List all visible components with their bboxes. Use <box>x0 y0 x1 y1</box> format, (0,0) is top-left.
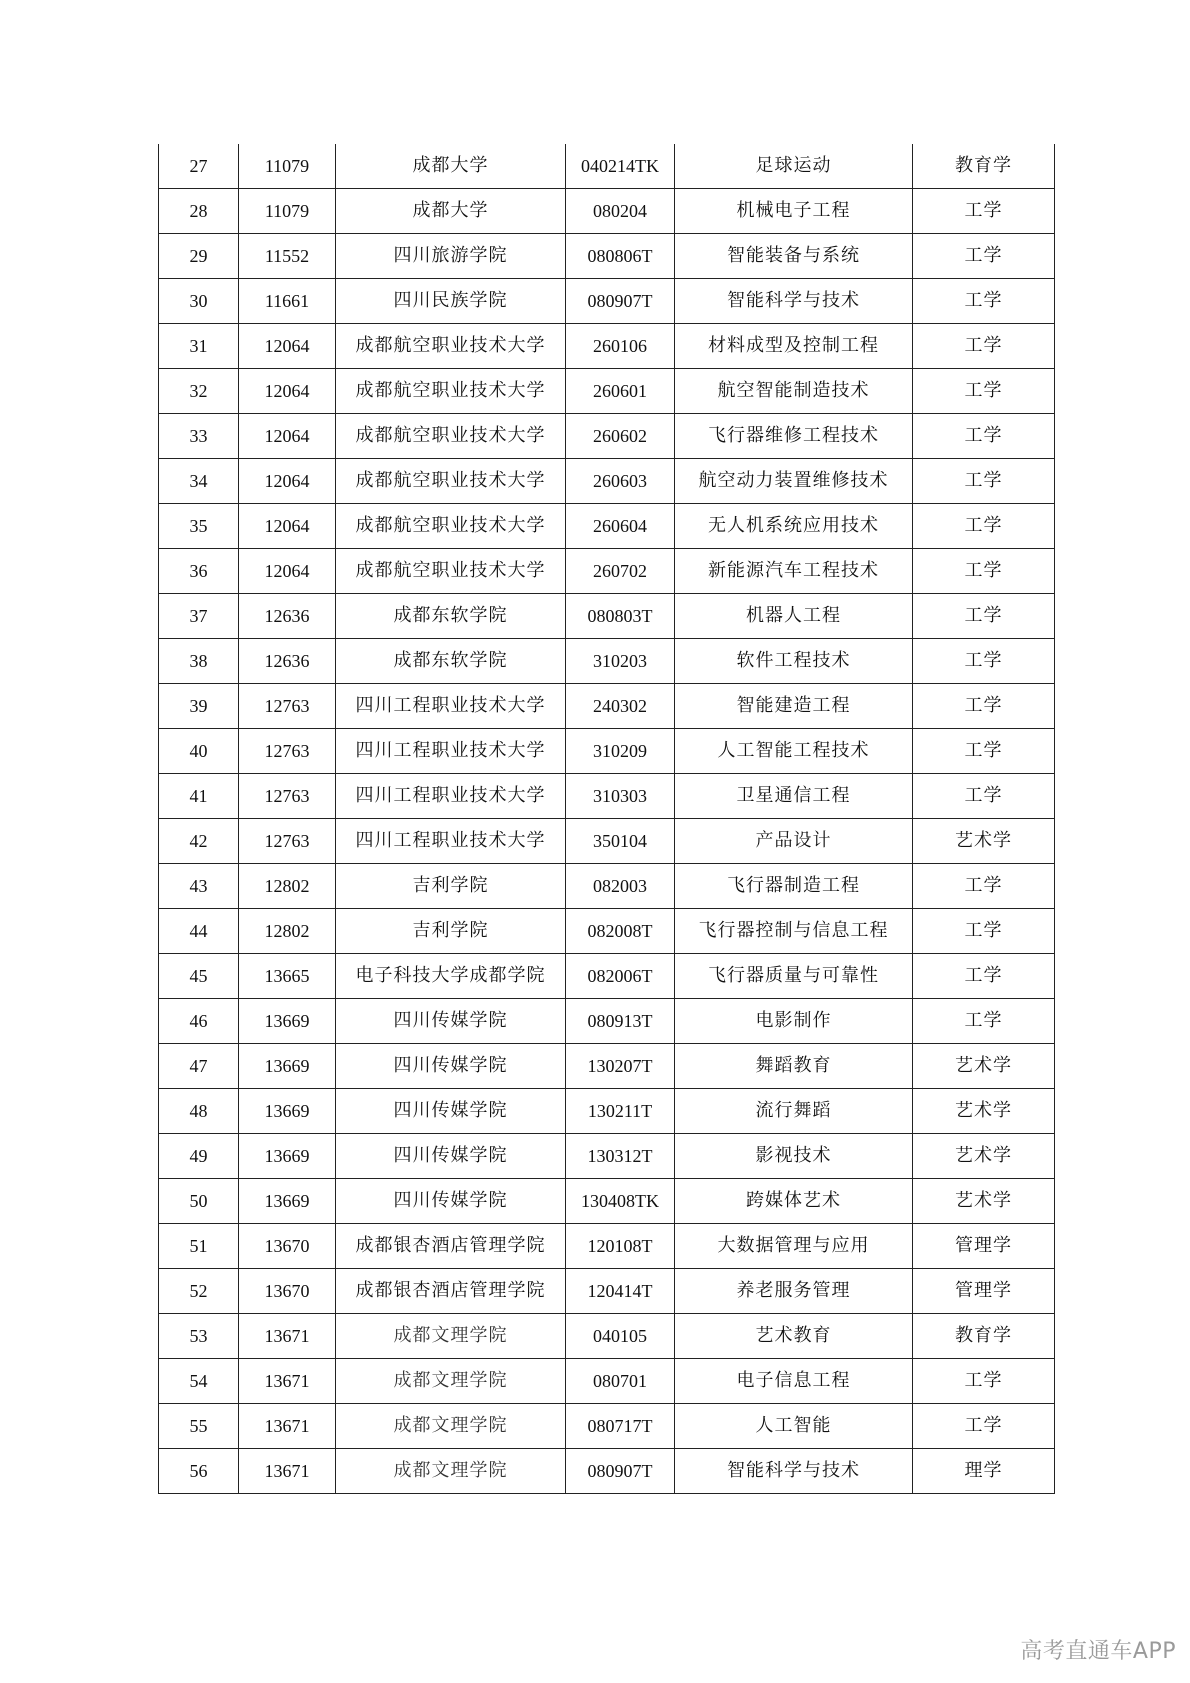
school-code-cell: 13671 <box>239 1314 336 1359</box>
school-name-cell: 四川传媒学院 <box>336 1134 566 1179</box>
major-code-cell: 080701 <box>566 1359 675 1404</box>
category-cell: 艺术学 <box>913 1044 1055 1089</box>
school-name-cell: 四川传媒学院 <box>336 1044 566 1089</box>
majors-table <box>158 144 1055 1494</box>
major-name-cell: 飞行器控制与信息工程 <box>675 909 913 954</box>
school-code-cell: 12763 <box>239 684 336 729</box>
major-code-cell: 080204 <box>566 189 675 234</box>
seq-cell: 48 <box>159 1089 239 1134</box>
major-name-cell: 智能科学与技术 <box>675 1449 913 1494</box>
major-code-cell: 260604 <box>566 504 675 549</box>
major-code-cell: 130408TK <box>566 1179 675 1224</box>
category-cell: 工学 <box>913 774 1055 819</box>
seq-cell: 49 <box>159 1134 239 1179</box>
seq-cell: 31 <box>159 324 239 369</box>
major-code-cell: 080803T <box>566 594 675 639</box>
table-row <box>159 1314 1055 1359</box>
category-cell: 工学 <box>913 189 1055 234</box>
school-name-cell: 成都文理学院 <box>336 1449 566 1494</box>
major-code-cell: 260106 <box>566 324 675 369</box>
category-cell: 工学 <box>913 414 1055 459</box>
seq-cell: 27 <box>159 144 239 189</box>
category-cell: 工学 <box>913 234 1055 279</box>
category-cell: 艺术学 <box>913 1179 1055 1224</box>
table-row <box>159 324 1055 369</box>
school-code-cell: 13669 <box>239 999 336 1044</box>
school-name-cell: 成都文理学院 <box>336 1314 566 1359</box>
school-code-cell: 12802 <box>239 909 336 954</box>
school-code-cell: 12064 <box>239 549 336 594</box>
table-row <box>159 504 1055 549</box>
major-name-cell: 人工智能 <box>675 1404 913 1449</box>
major-code-cell: 080913T <box>566 999 675 1044</box>
school-name-cell: 成都东软学院 <box>336 594 566 639</box>
category-cell: 工学 <box>913 324 1055 369</box>
table-row <box>159 234 1055 279</box>
seq-cell: 36 <box>159 549 239 594</box>
major-name-cell: 电影制作 <box>675 999 913 1044</box>
seq-cell: 42 <box>159 819 239 864</box>
seq-cell: 56 <box>159 1449 239 1494</box>
seq-cell: 30 <box>159 279 239 324</box>
school-name-cell: 成都航空职业技术大学 <box>336 414 566 459</box>
major-code-cell: 082006T <box>566 954 675 999</box>
major-name-cell: 无人机系统应用技术 <box>675 504 913 549</box>
table-row <box>159 639 1055 684</box>
school-name-cell: 四川工程职业技术大学 <box>336 819 566 864</box>
school-name-cell: 成都航空职业技术大学 <box>336 549 566 594</box>
school-code-cell: 13669 <box>239 1089 336 1134</box>
watermark-text: 高考直通车APP <box>1020 1639 1176 1664</box>
major-name-cell: 智能装备与系统 <box>675 234 913 279</box>
table-body <box>159 144 1055 1494</box>
school-name-cell: 四川传媒学院 <box>336 1179 566 1224</box>
school-code-cell: 11079 <box>239 189 336 234</box>
table-row <box>159 1134 1055 1179</box>
seq-cell: 38 <box>159 639 239 684</box>
category-cell: 工学 <box>913 1359 1055 1404</box>
major-code-cell: 120108T <box>566 1224 675 1269</box>
major-name-cell: 航空动力装置维修技术 <box>675 459 913 504</box>
table-row <box>159 1044 1055 1089</box>
school-code-cell: 12064 <box>239 324 336 369</box>
seq-cell: 46 <box>159 999 239 1044</box>
major-name-cell: 大数据管理与应用 <box>675 1224 913 1269</box>
category-cell: 教育学 <box>913 144 1055 189</box>
seq-cell: 32 <box>159 369 239 414</box>
school-name-cell: 成都大学 <box>336 189 566 234</box>
seq-cell: 35 <box>159 504 239 549</box>
school-name-cell: 成都大学 <box>336 144 566 189</box>
school-code-cell: 13669 <box>239 1134 336 1179</box>
school-code-cell: 12636 <box>239 639 336 684</box>
category-cell: 工学 <box>913 369 1055 414</box>
school-name-cell: 成都银杏酒店管理学院 <box>336 1269 566 1314</box>
category-cell: 管理学 <box>913 1224 1055 1269</box>
major-code-cell: 130211T <box>566 1089 675 1134</box>
major-code-cell: 260601 <box>566 369 675 414</box>
major-code-cell: 130207T <box>566 1044 675 1089</box>
school-name-cell: 吉利学院 <box>336 909 566 954</box>
major-code-cell: 080717T <box>566 1404 675 1449</box>
school-name-cell: 四川旅游学院 <box>336 234 566 279</box>
school-code-cell: 12636 <box>239 594 336 639</box>
table-row <box>159 459 1055 504</box>
seq-cell: 53 <box>159 1314 239 1359</box>
major-name-cell: 人工智能工程技术 <box>675 729 913 774</box>
seq-cell: 40 <box>159 729 239 774</box>
major-name-cell: 足球运动 <box>675 144 913 189</box>
major-name-cell: 飞行器制造工程 <box>675 864 913 909</box>
school-code-cell: 12064 <box>239 504 336 549</box>
category-cell: 工学 <box>913 864 1055 909</box>
major-name-cell: 智能建造工程 <box>675 684 913 729</box>
major-code-cell: 310203 <box>566 639 675 684</box>
school-code-cell: 11079 <box>239 144 336 189</box>
school-code-cell: 12802 <box>239 864 336 909</box>
category-cell: 工学 <box>913 684 1055 729</box>
seq-cell: 55 <box>159 1404 239 1449</box>
category-cell: 艺术学 <box>913 1089 1055 1134</box>
school-code-cell: 13671 <box>239 1404 336 1449</box>
category-cell: 艺术学 <box>913 1134 1055 1179</box>
table-row <box>159 279 1055 324</box>
table-row <box>159 954 1055 999</box>
school-code-cell: 11661 <box>239 279 336 324</box>
major-name-cell: 卫星通信工程 <box>675 774 913 819</box>
table-row <box>159 1179 1055 1224</box>
category-cell: 工学 <box>913 954 1055 999</box>
category-cell: 工学 <box>913 594 1055 639</box>
school-name-cell: 电子科技大学成都学院 <box>336 954 566 999</box>
major-code-cell: 260603 <box>566 459 675 504</box>
seq-cell: 45 <box>159 954 239 999</box>
category-cell: 管理学 <box>913 1269 1055 1314</box>
school-code-cell: 12763 <box>239 819 336 864</box>
table-row <box>159 684 1055 729</box>
table-row <box>159 729 1055 774</box>
major-code-cell: 120414T <box>566 1269 675 1314</box>
school-name-cell: 成都文理学院 <box>336 1404 566 1449</box>
major-name-cell: 机械电子工程 <box>675 189 913 234</box>
category-cell: 教育学 <box>913 1314 1055 1359</box>
school-name-cell: 成都文理学院 <box>336 1359 566 1404</box>
category-cell: 工学 <box>913 504 1055 549</box>
table-row <box>159 864 1055 909</box>
major-code-cell: 040105 <box>566 1314 675 1359</box>
school-name-cell: 成都航空职业技术大学 <box>336 504 566 549</box>
table-row <box>159 1359 1055 1404</box>
major-code-cell: 080907T <box>566 279 675 324</box>
category-cell: 工学 <box>913 639 1055 684</box>
school-name-cell: 成都东软学院 <box>336 639 566 684</box>
major-name-cell: 养老服务管理 <box>675 1269 913 1314</box>
school-code-cell: 13671 <box>239 1359 336 1404</box>
school-code-cell: 13670 <box>239 1269 336 1314</box>
major-code-cell: 310209 <box>566 729 675 774</box>
major-name-cell: 智能科学与技术 <box>675 279 913 324</box>
seq-cell: 51 <box>159 1224 239 1269</box>
major-name-cell: 航空智能制造技术 <box>675 369 913 414</box>
school-code-cell: 13669 <box>239 1179 336 1224</box>
seq-cell: 29 <box>159 234 239 279</box>
school-code-cell: 13670 <box>239 1224 336 1269</box>
table-row <box>159 414 1055 459</box>
school-name-cell: 四川工程职业技术大学 <box>336 774 566 819</box>
category-cell: 工学 <box>913 1404 1055 1449</box>
seq-cell: 54 <box>159 1359 239 1404</box>
major-code-cell: 130312T <box>566 1134 675 1179</box>
major-name-cell: 产品设计 <box>675 819 913 864</box>
school-code-cell: 12064 <box>239 369 336 414</box>
major-code-cell: 260702 <box>566 549 675 594</box>
major-code-cell: 082003 <box>566 864 675 909</box>
school-code-cell: 12064 <box>239 459 336 504</box>
school-code-cell: 13665 <box>239 954 336 999</box>
table-row <box>159 1449 1055 1494</box>
major-code-cell: 082008T <box>566 909 675 954</box>
major-name-cell: 舞蹈教育 <box>675 1044 913 1089</box>
table-row <box>159 774 1055 819</box>
school-name-cell: 四川传媒学院 <box>336 999 566 1044</box>
category-cell: 工学 <box>913 999 1055 1044</box>
school-code-cell: 13671 <box>239 1449 336 1494</box>
school-name-cell: 成都航空职业技术大学 <box>336 369 566 414</box>
major-name-cell: 机器人工程 <box>675 594 913 639</box>
school-name-cell: 四川工程职业技术大学 <box>336 684 566 729</box>
major-name-cell: 流行舞蹈 <box>675 1089 913 1134</box>
major-name-cell: 影视技术 <box>675 1134 913 1179</box>
school-name-cell: 四川传媒学院 <box>336 1089 566 1134</box>
category-cell: 工学 <box>913 729 1055 774</box>
major-code-cell: 350104 <box>566 819 675 864</box>
school-name-cell: 四川工程职业技术大学 <box>336 729 566 774</box>
major-name-cell: 飞行器维修工程技术 <box>675 414 913 459</box>
table-row <box>159 189 1055 234</box>
major-name-cell: 跨媒体艺术 <box>675 1179 913 1224</box>
major-name-cell: 艺术教育 <box>675 1314 913 1359</box>
major-name-cell: 材料成型及控制工程 <box>675 324 913 369</box>
table-row <box>159 1269 1055 1314</box>
category-cell: 工学 <box>913 279 1055 324</box>
seq-cell: 47 <box>159 1044 239 1089</box>
seq-cell: 52 <box>159 1269 239 1314</box>
category-cell: 工学 <box>913 549 1055 594</box>
major-code-cell: 040214TK <box>566 144 675 189</box>
major-code-cell: 310303 <box>566 774 675 819</box>
school-name-cell: 成都航空职业技术大学 <box>336 459 566 504</box>
category-cell: 工学 <box>913 909 1055 954</box>
major-name-cell: 软件工程技术 <box>675 639 913 684</box>
category-cell: 艺术学 <box>913 819 1055 864</box>
school-code-cell: 12763 <box>239 729 336 774</box>
major-code-cell: 240302 <box>566 684 675 729</box>
table-row <box>159 369 1055 414</box>
major-code-cell: 260602 <box>566 414 675 459</box>
table-row <box>159 594 1055 639</box>
table-row <box>159 549 1055 594</box>
major-code-cell: 080907T <box>566 1449 675 1494</box>
school-code-cell: 11552 <box>239 234 336 279</box>
school-code-cell: 13669 <box>239 1044 336 1089</box>
school-name-cell: 四川民族学院 <box>336 279 566 324</box>
category-cell: 理学 <box>913 1449 1055 1494</box>
school-code-cell: 12763 <box>239 774 336 819</box>
seq-cell: 33 <box>159 414 239 459</box>
seq-cell: 28 <box>159 189 239 234</box>
seq-cell: 50 <box>159 1179 239 1224</box>
seq-cell: 41 <box>159 774 239 819</box>
table-row <box>159 1404 1055 1449</box>
seq-cell: 37 <box>159 594 239 639</box>
school-name-cell: 成都银杏酒店管理学院 <box>336 1224 566 1269</box>
major-name-cell: 飞行器质量与可靠性 <box>675 954 913 999</box>
seq-cell: 44 <box>159 909 239 954</box>
seq-cell: 34 <box>159 459 239 504</box>
major-name-cell: 新能源汽车工程技术 <box>675 549 913 594</box>
school-name-cell: 成都航空职业技术大学 <box>336 324 566 369</box>
table-row <box>159 819 1055 864</box>
table-row <box>159 1089 1055 1134</box>
table-row <box>159 999 1055 1044</box>
table-row <box>159 909 1055 954</box>
major-code-cell: 080806T <box>566 234 675 279</box>
seq-cell: 39 <box>159 684 239 729</box>
school-code-cell: 12064 <box>239 414 336 459</box>
major-name-cell: 电子信息工程 <box>675 1359 913 1404</box>
table-row <box>159 144 1055 189</box>
seq-cell: 43 <box>159 864 239 909</box>
category-cell: 工学 <box>913 459 1055 504</box>
school-name-cell: 吉利学院 <box>336 864 566 909</box>
table-row <box>159 1224 1055 1269</box>
